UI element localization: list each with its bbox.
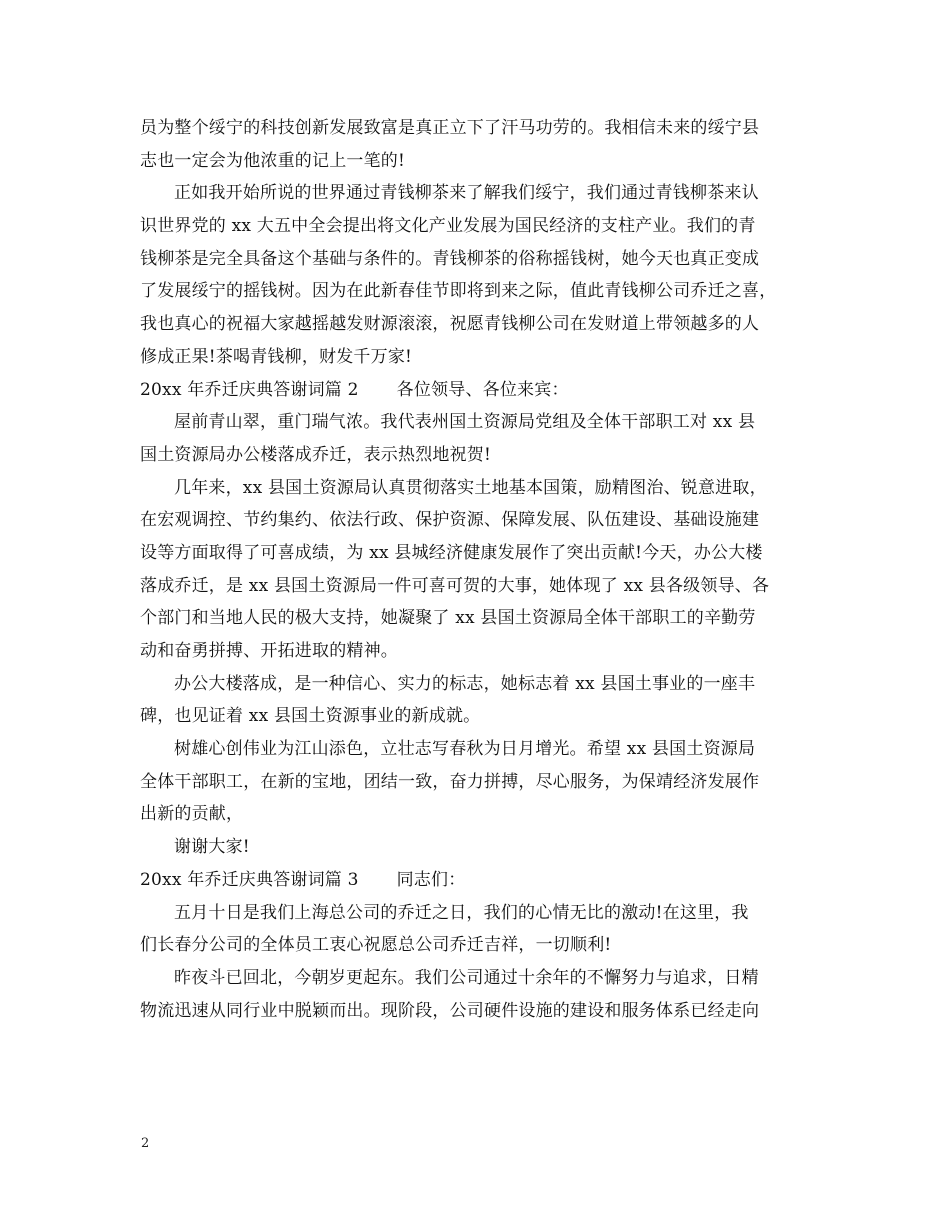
text-line: 识世界党的 xx 大五中全会提出将文化产业发展为国民经济的支柱产业。我们的青: [140, 216, 756, 237]
text-line: 五月十日是我们上海总公司的乔迁之日，我们的心情无比的激动!在这里，我: [174, 902, 749, 923]
text-line: 正如我开始所说的世界通过青钱柳茶来了解我们绥宁，我们通过青钱柳茶来认: [174, 183, 759, 204]
section-heading: [140, 864, 825, 897]
page-number: 2: [141, 1136, 150, 1151]
text-line: 志也一定会为他浓重的记上一笔的!: [140, 150, 406, 171]
text-line: 出新的贡献，: [140, 804, 244, 825]
text-line: 员为整个绥宁的科技创新发展致富是真正立下了汗马功劳的。我相信未来的绥宁县: [140, 118, 760, 138]
text-line: 动和奋勇拼搏、开拓进取的精神。: [140, 641, 398, 661]
text-line: 树雄心创伟业为江山添色，立壮志写春秋为日月增光。希望 xx 县国土资源局: [174, 739, 756, 760]
text-line: 办公大楼落成，是一种信心、实力的标志，她标志着 xx 县国土事业的一座丰: [174, 673, 756, 694]
section-title: 20xx 年乔迁庆典答谢词篇 3: [140, 869, 359, 890]
text-line: 钱柳茶是完全具备这个基础与条件的。青钱柳茶的俗称摇钱树，她今天也真正变成: [140, 248, 760, 269]
section-heading: [140, 374, 825, 407]
document-body: [140, 112, 825, 1027]
section-title: 20xx 年乔迁庆典答谢词篇 2: [140, 379, 359, 400]
text-line: 全体干部职工，在新的宝地，团结一致，奋力拼搏，尽心服务，为保靖经济发展作: [140, 771, 760, 792]
salutation: 同志们：: [396, 869, 466, 890]
text-line: 修成正果!茶喝青钱柳，财发千万家!: [140, 346, 413, 367]
text-line: 国土资源局办公楼落成乔迁，表示热烈地祝贺!: [140, 444, 492, 465]
text-line: 谢谢大家!: [174, 837, 250, 858]
text-line: 在宏观调控、节约集约、依法行政、保护资源、保障发展、队伍建设、基础设施建: [140, 510, 760, 531]
salutation: 各位领导、各位来宾：: [396, 379, 569, 400]
text-line: 几年来，xx 县国土资源局认真贯彻落实土地基本国策，励精图治、锐意进取，: [174, 477, 767, 498]
text-line: 昨夜斗已回北，今朝岁更起东。我们公司通过十余年的不懈努力与追求，日精: [174, 967, 759, 988]
text-line: 个部门和当地人民的极大支持，她凝聚了 xx 县国土资源局全体干部职工的辛勤劳: [140, 608, 756, 629]
text-line: 了发展绥宁的摇钱树。因为在此新春佳节即将到来之际，值此青钱柳公司乔迁之喜，: [140, 281, 777, 302]
text-line: 碑，也见证着 xx 县国土资源事业的新成就。: [140, 706, 481, 727]
text-line: 们长春分公司的全体员工衷心祝愿总公司乔迁吉祥，一切顺利!: [140, 935, 612, 956]
text-line: 物流迅速从同行业中脱颖而出。现阶段，公司硬件设施的建设和服务体系已经走向: [140, 1000, 760, 1021]
text-line: 设等方面取得了可喜成绩，为 xx 县城经济健康发展作了突出贡献!今天，办公大楼: [140, 542, 763, 563]
text-line: 落成乔迁，是 xx 县国土资源局一件可喜可贺的大事，她体现了 xx 县各级领导、各: [140, 575, 770, 596]
text-line: 我也真心的祝福大家越摇越发财源滚滚，祝愿青钱柳公司在发财道上带领越多的人: [140, 314, 760, 335]
text-line: 屋前青山翠，重门瑞气浓。我代表州国土资源局党组及全体干部职工对 xx 县: [174, 412, 756, 433]
